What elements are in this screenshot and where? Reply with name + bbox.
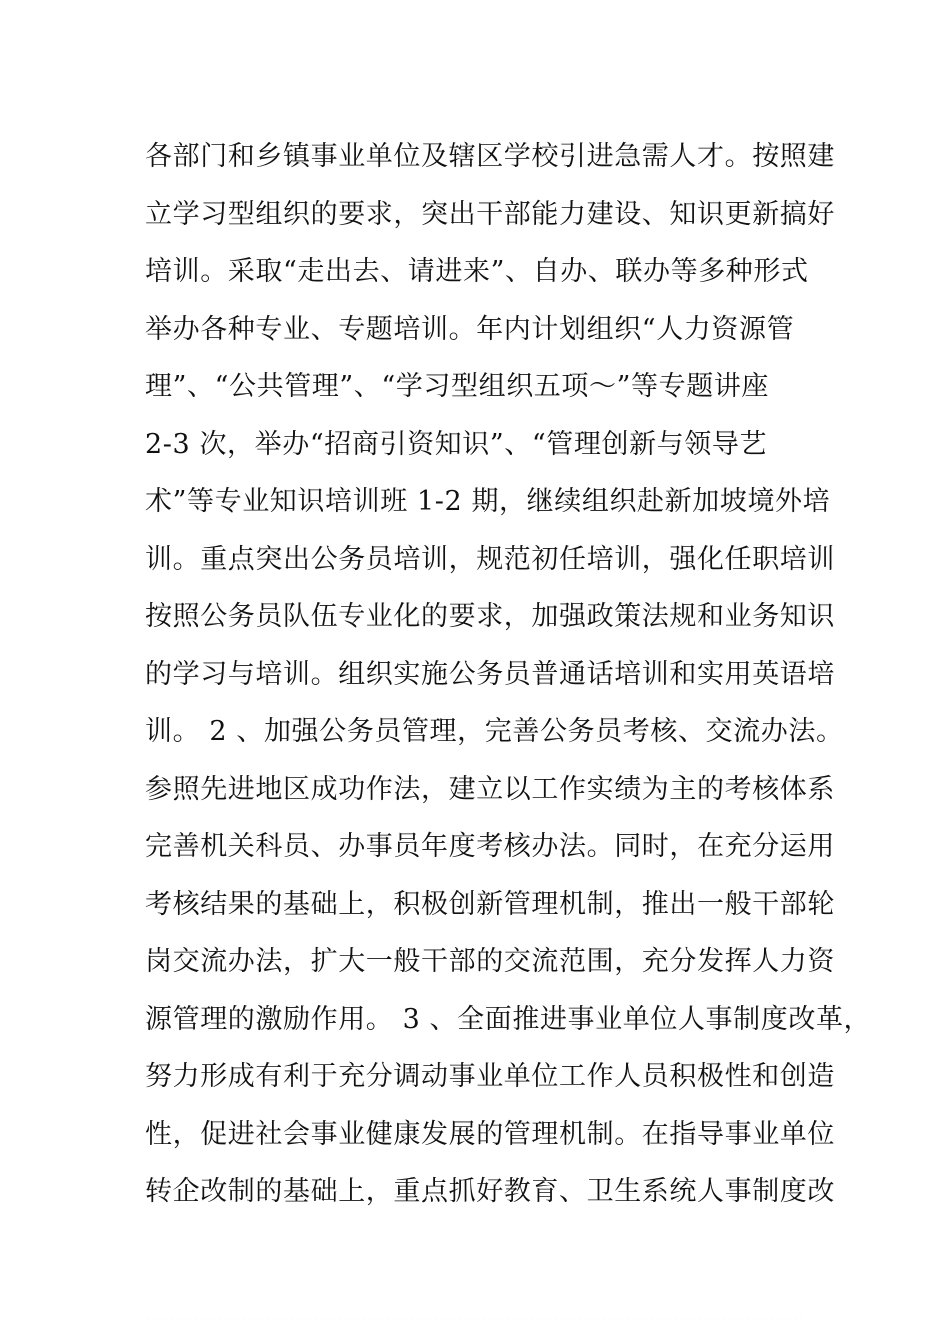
text-line: 理”、“公共管理”、“学习型组织五项～”等专题讲座 xyxy=(145,371,770,402)
text-line: 训。重点突出公务员培训，规范初任培训，强化任职培训 xyxy=(145,543,835,575)
text-line: 努力形成有利于充分调动事业单位工作人员积极性和创造 xyxy=(145,1061,835,1092)
body-text xyxy=(145,128,872,1221)
text-line: 源管理的激励作用。 3 、全面推进事业单位人事制度改革， xyxy=(145,1003,872,1035)
text-line: 举办各种专业、专题培训。年内计划组织“人力资源管 xyxy=(145,313,795,345)
text-line: 训。 2 、加强公务员管理，完善公务员考核、交流办法。 xyxy=(145,716,844,747)
text-line: 培训。采取“走出去、请进来”、自办、联办等多种形式 xyxy=(145,256,809,287)
text-line: 的学习与培训。组织实施公务员普通话培训和实用英语培 xyxy=(145,658,835,690)
text-line: 转企改制的基础上，重点抓好教育、卫生系统人事制度改 xyxy=(145,1176,835,1207)
text-line: 按照公务员队伍专业化的要求，加强政策法规和业务知识 xyxy=(145,601,835,632)
text-line: 术”等专业知识培训班 1-2 期，继续组织赴新加坡境外培 xyxy=(145,486,831,517)
text-line: 性，促进社会事业健康发展的管理机制。在指导事业单位 xyxy=(145,1118,835,1150)
text-line: 岗交流办法，扩大一般干部的交流范围，充分发挥人力资 xyxy=(145,946,835,977)
text-line: 2-3 次，举办“招商引资知识”、“管理创新与领导艺 xyxy=(145,428,768,460)
text-line: 参照先进地区成功作法，建立以工作实绩为主的考核体系 xyxy=(145,773,835,805)
text-line: 考核结果的基础上，积极创新管理机制，推出一般干部轮 xyxy=(145,888,835,920)
text-line: 完善机关科员、办事员年度考核办法。同时，在充分运用 xyxy=(145,831,835,862)
footer-dotted-rule xyxy=(145,1318,805,1320)
text-line: 各部门和乡镇事业单位及辖区学校引进急需人才。按照建 xyxy=(145,141,835,172)
text-line: 立学习型组织的要求，突出干部能力建设、知识更新搞好 xyxy=(145,198,835,230)
